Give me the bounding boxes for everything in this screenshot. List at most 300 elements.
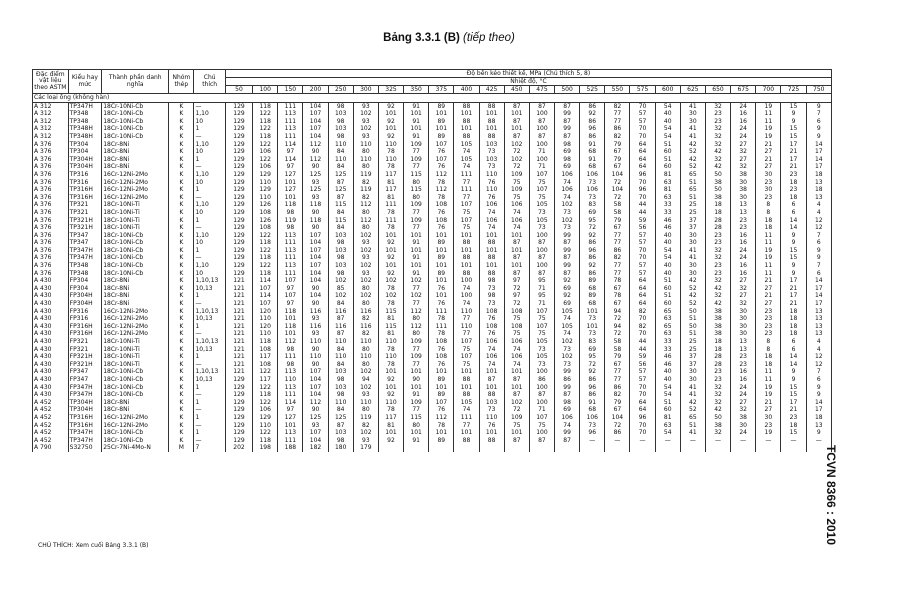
value-cell: 73 — [479, 300, 504, 308]
value-cell: 87 — [555, 239, 580, 247]
notes-cell: 10,13 — [194, 346, 225, 354]
value-cell: 91 — [404, 254, 429, 262]
value-cell: 105 — [555, 323, 580, 331]
value-cell: 98 — [555, 141, 580, 149]
value-cell: 109 — [504, 186, 529, 194]
value-cell: 88 — [479, 391, 504, 399]
value-cell: 92 — [580, 110, 605, 118]
value-cell: 80 — [353, 300, 378, 308]
value-cell: 23 — [731, 224, 756, 232]
value-cell: 88 — [454, 437, 479, 445]
value-cell: 40 — [655, 270, 680, 278]
value-cell: 111 — [378, 217, 403, 225]
grade-cell: TP304H — [68, 156, 102, 164]
value-cell: 111 — [278, 270, 303, 278]
value-cell: 4 — [806, 346, 831, 354]
value-cell: 122 — [253, 110, 278, 118]
group-cell: K — [169, 141, 194, 149]
notes-cell: 10 — [194, 209, 225, 217]
value-cell: 110 — [353, 399, 378, 407]
value-cell: 37 — [680, 217, 705, 225]
notes-cell: — — [194, 406, 225, 414]
grade-cell: TP321H — [68, 217, 102, 225]
value-cell: 65 — [655, 323, 680, 331]
value-cell: 51 — [655, 156, 680, 164]
value-cell: 74 — [454, 148, 479, 156]
header-notes: Chú thích — [194, 70, 225, 94]
value-cell: 77 — [605, 232, 630, 240]
temp-header: 100 — [253, 86, 278, 94]
value-cell: 69 — [555, 163, 580, 171]
value-cell: 110 — [378, 156, 403, 164]
value-cell: 108 — [479, 323, 504, 331]
value-cell: 4 — [806, 209, 831, 217]
value-cell: 121 — [225, 308, 252, 316]
value-cell: 101 — [429, 429, 454, 437]
spec-cell: A 452 — [33, 414, 69, 422]
value-cell: 54 — [655, 391, 680, 399]
value-cell: 91 — [580, 156, 605, 164]
value-cell: 87 — [504, 376, 529, 384]
value-cell: 41 — [680, 133, 705, 141]
value-cell: 51 — [655, 292, 680, 300]
value-cell: 90 — [303, 148, 328, 156]
value-cell: 23 — [705, 239, 730, 247]
value-cell: 106 — [555, 171, 580, 179]
table-row — [33, 247, 832, 255]
value-cell: 17 — [781, 141, 806, 149]
value-cell: 101 — [278, 422, 303, 430]
table-row — [33, 224, 832, 232]
value-cell: 88 — [479, 118, 504, 126]
value-cell: 38 — [705, 179, 730, 187]
value-cell: 87 — [504, 133, 529, 141]
composition-cell: 18Cr-10Ni-Cb — [102, 437, 169, 445]
value-cell: 106 — [479, 201, 504, 209]
value-cell — [529, 444, 554, 452]
spec-cell: A 430 — [33, 315, 69, 323]
value-cell: 73 — [479, 406, 504, 414]
value-cell: 71 — [529, 285, 554, 293]
value-cell: 101 — [429, 368, 454, 376]
spec-cell: A 430 — [33, 376, 69, 384]
value-cell: 106 — [580, 171, 605, 179]
value-cell: 11 — [756, 368, 781, 376]
value-cell: 113 — [278, 429, 303, 437]
value-cell: 32 — [705, 292, 730, 300]
standard-label: TCVN 8366 : 2010 — [824, 444, 838, 546]
grade-cell: FP304 — [68, 285, 102, 293]
value-cell: 60 — [655, 406, 680, 414]
value-cell: 24 — [731, 125, 756, 133]
value-cell: — — [605, 437, 630, 445]
value-cell: 67 — [605, 163, 630, 171]
spec-cell: A 312 — [33, 133, 69, 141]
spec-cell: A 430 — [33, 361, 69, 369]
grade-cell: TP348 — [68, 262, 102, 270]
value-cell: 13 — [806, 194, 831, 202]
composition-cell: 18Cr-10Ni-Ti — [102, 201, 169, 209]
table-row — [33, 254, 832, 262]
value-cell: 13 — [806, 330, 831, 338]
value-cell: 115 — [404, 186, 429, 194]
value-cell: 9 — [806, 254, 831, 262]
composition-cell: 18Cr-10Ni-Cb — [102, 368, 169, 376]
value-cell: 104 — [303, 277, 328, 285]
value-cell: 118 — [253, 338, 278, 346]
value-cell: 101 — [504, 262, 529, 270]
value-cell: 107 — [303, 368, 328, 376]
notes-cell: — — [194, 163, 225, 171]
value-cell: 54 — [655, 429, 680, 437]
value-cell: 110 — [479, 186, 504, 194]
value-cell: 102 — [353, 232, 378, 240]
table-row — [33, 391, 832, 399]
value-cell: 4 — [806, 201, 831, 209]
value-cell: 77 — [404, 406, 429, 414]
value-cell: 104 — [303, 133, 328, 141]
notes-cell: 1 — [194, 353, 225, 361]
value-cell — [781, 444, 806, 452]
value-cell: 111 — [429, 308, 454, 316]
temp-header: 725 — [781, 86, 806, 94]
value-cell: 122 — [253, 399, 278, 407]
value-cell: 118 — [253, 102, 278, 110]
value-cell: 122 — [253, 368, 278, 376]
value-cell: 73 — [580, 179, 605, 187]
notes-cell: — — [194, 361, 225, 369]
value-cell: 111 — [278, 353, 303, 361]
value-cell: 54 — [655, 247, 680, 255]
value-cell: 73 — [580, 315, 605, 323]
table-row — [33, 300, 832, 308]
value-cell: 103 — [328, 232, 353, 240]
spec-cell: A 376 — [33, 224, 69, 232]
group-cell: K — [169, 125, 194, 133]
value-cell: 64 — [630, 148, 655, 156]
value-cell: 87 — [529, 102, 554, 110]
value-cell: 107 — [303, 125, 328, 133]
value-cell: 100 — [529, 247, 554, 255]
value-cell: 125 — [303, 171, 328, 179]
value-cell: 14 — [806, 277, 831, 285]
value-cell: 78 — [378, 406, 403, 414]
notes-cell: — — [194, 133, 225, 141]
value-cell: 110 — [353, 156, 378, 164]
value-cell: 19 — [756, 133, 781, 141]
value-cell: 92 — [555, 277, 580, 285]
value-cell: 110 — [378, 353, 403, 361]
notes-cell: 10,13 — [194, 285, 225, 293]
value-cell: 84 — [328, 406, 353, 414]
value-cell: 44 — [630, 209, 655, 217]
group-cell: K — [169, 118, 194, 126]
value-cell: 44 — [630, 201, 655, 209]
grade-cell: TP316H — [68, 414, 102, 422]
value-cell: 98 — [328, 254, 353, 262]
value-cell: 14 — [781, 353, 806, 361]
value-cell: 114 — [253, 277, 278, 285]
value-cell: 32 — [731, 300, 756, 308]
composition-cell: 18Cr-10Ni-Cb — [102, 429, 169, 437]
grade-cell: TP347H — [68, 437, 102, 445]
value-cell: 15 — [781, 429, 806, 437]
value-cell: 111 — [429, 323, 454, 331]
value-cell: 21 — [756, 277, 781, 285]
value-cell: — — [731, 437, 756, 445]
value-cell: 73 — [555, 224, 580, 232]
value-cell: 72 — [580, 361, 605, 369]
table-row — [33, 179, 832, 187]
value-cell — [580, 444, 605, 452]
value-cell: 40 — [655, 232, 680, 240]
temp-header: 525 — [580, 86, 605, 94]
value-cell: 129 — [253, 414, 278, 422]
value-cell: 104 — [605, 171, 630, 179]
value-cell: 78 — [429, 422, 454, 430]
spec-cell: A 376 — [33, 171, 69, 179]
notes-cell: 1 — [194, 217, 225, 225]
value-cell: 110 — [253, 315, 278, 323]
value-cell: 69 — [555, 300, 580, 308]
value-cell: 102 — [328, 292, 353, 300]
value-cell: 79 — [605, 217, 630, 225]
value-cell: 122 — [253, 156, 278, 164]
value-cell: 32 — [705, 156, 730, 164]
value-cell — [555, 444, 580, 452]
temp-header: 575 — [630, 86, 655, 94]
value-cell: 119 — [353, 186, 378, 194]
value-cell: 110 — [454, 308, 479, 316]
value-cell: 74 — [504, 346, 529, 354]
table-row — [33, 232, 832, 240]
value-cell: 81 — [655, 171, 680, 179]
value-cell: 84 — [328, 163, 353, 171]
value-cell: 9 — [781, 376, 806, 384]
value-cell: 90 — [303, 346, 328, 354]
value-cell: 110 — [278, 376, 303, 384]
value-cell: 101 — [504, 110, 529, 118]
value-cell: 117 — [378, 171, 403, 179]
table-row — [33, 323, 832, 331]
value-cell: 99 — [555, 247, 580, 255]
value-cell: 182 — [303, 444, 328, 452]
value-cell: 107 — [454, 217, 479, 225]
table-row — [33, 239, 832, 247]
value-cell: 75 — [454, 361, 479, 369]
value-cell: 125 — [328, 414, 353, 422]
value-cell: 104 — [303, 376, 328, 384]
value-cell: 101 — [378, 368, 403, 376]
value-cell: 114 — [278, 156, 303, 164]
value-cell: 82 — [605, 391, 630, 399]
value-cell: 92 — [378, 270, 403, 278]
value-cell: 52 — [680, 285, 705, 293]
spec-cell: A 430 — [33, 330, 69, 338]
value-cell: 30 — [680, 239, 705, 247]
composition-cell: 18Cr-10Ni-Cb — [102, 102, 169, 110]
temp-header: 450 — [504, 86, 529, 94]
table-row — [33, 133, 832, 141]
value-cell: 129 — [253, 186, 278, 194]
value-cell: 27 — [731, 292, 756, 300]
value-cell: 51 — [655, 399, 680, 407]
value-cell: 100 — [529, 125, 554, 133]
notes-cell: — — [194, 422, 225, 430]
value-cell: 81 — [378, 422, 403, 430]
title-continued: (tiếp theo) — [463, 32, 515, 44]
value-cell: 121 — [225, 323, 252, 331]
value-cell: 113 — [278, 125, 303, 133]
value-cell: — — [655, 437, 680, 445]
value-cell: 73 — [479, 148, 504, 156]
value-cell: 15 — [781, 133, 806, 141]
spec-cell: A 430 — [33, 277, 69, 285]
value-cell: 28 — [705, 224, 730, 232]
value-cell: 16 — [731, 110, 756, 118]
value-cell: 112 — [278, 338, 303, 346]
value-cell: 118 — [253, 118, 278, 126]
value-cell: 38 — [731, 171, 756, 179]
composition-cell: 18Cr-10Ni-Ti — [102, 346, 169, 354]
value-cell: 52 — [680, 148, 705, 156]
value-cell: 77 — [404, 361, 429, 369]
value-cell: 107 — [253, 285, 278, 293]
value-cell: 18 — [781, 179, 806, 187]
value-cell: 103 — [479, 141, 504, 149]
value-cell: 115 — [404, 171, 429, 179]
grade-cell: TP321 — [68, 201, 102, 209]
value-cell: 87 — [328, 315, 353, 323]
value-cell: 38 — [705, 308, 730, 316]
value-cell: 71 — [529, 163, 554, 171]
value-cell: 32 — [731, 163, 756, 171]
value-cell: 114 — [253, 292, 278, 300]
value-cell: 23 — [731, 353, 756, 361]
value-cell: 74 — [504, 361, 529, 369]
value-cell: 88 — [479, 102, 504, 110]
value-cell: 101 — [429, 247, 454, 255]
value-cell: 15 — [781, 391, 806, 399]
value-cell: 19 — [756, 429, 781, 437]
value-cell: 88 — [479, 437, 504, 445]
value-cell: 69 — [580, 346, 605, 354]
value-cell: 101 — [278, 330, 303, 338]
value-cell: 120 — [253, 323, 278, 331]
value-cell: 38 — [705, 194, 730, 202]
value-cell: 97 — [278, 285, 303, 293]
value-cell: 127 — [278, 186, 303, 194]
value-cell: 104 — [303, 102, 328, 110]
value-cell: 30 — [680, 110, 705, 118]
value-cell: 73 — [580, 194, 605, 202]
value-cell: 102 — [555, 201, 580, 209]
value-cell: 101 — [454, 384, 479, 392]
composition-cell: 18Cr-10Ni-Cb — [102, 133, 169, 141]
value-cell: 18 — [806, 414, 831, 422]
value-cell: 122 — [253, 262, 278, 270]
value-cell: 15 — [781, 125, 806, 133]
value-cell: 58 — [605, 338, 630, 346]
value-cell: 101 — [378, 384, 403, 392]
value-cell: 109 — [404, 399, 429, 407]
table-row — [33, 217, 832, 225]
value-cell: 107 — [303, 232, 328, 240]
spec-cell: A 376 — [33, 201, 69, 209]
value-cell: 8 — [756, 338, 781, 346]
composition-cell: 18Cr-8Ni — [102, 141, 169, 149]
value-cell: 77 — [404, 163, 429, 171]
value-cell: 99 — [555, 368, 580, 376]
composition-cell: 18Cr-10Ni-Cb — [102, 270, 169, 278]
table-row — [33, 118, 832, 126]
notes-cell: 1 — [194, 323, 225, 331]
value-cell: 89 — [429, 391, 454, 399]
value-cell: 27 — [756, 285, 781, 293]
composition-cell: 18Cr-10Ni-Cb — [102, 125, 169, 133]
value-cell: 118 — [303, 217, 328, 225]
value-cell: 70 — [630, 247, 655, 255]
value-cell: 18 — [781, 323, 806, 331]
value-cell: 52 — [680, 406, 705, 414]
value-cell: 129 — [225, 376, 252, 384]
section-label: Các loại ống (không hàn) — [33, 94, 832, 103]
value-cell: 78 — [378, 300, 403, 308]
value-cell: 74 — [479, 361, 504, 369]
value-cell: 87 — [504, 118, 529, 126]
table-row — [33, 406, 832, 414]
value-cell: 32 — [705, 399, 730, 407]
value-cell: 52 — [680, 300, 705, 308]
temp-header: 750 — [806, 86, 831, 94]
grade-cell: TP348 — [68, 270, 102, 278]
value-cell: 80 — [353, 361, 378, 369]
value-cell: 68 — [580, 285, 605, 293]
notes-cell: 7 — [194, 444, 225, 452]
value-cell: 9 — [781, 239, 806, 247]
value-cell: 107 — [529, 186, 554, 194]
value-cell: 95 — [529, 292, 554, 300]
spec-cell: A 376 — [33, 209, 69, 217]
value-cell: 38 — [731, 186, 756, 194]
group-cell: K — [169, 110, 194, 118]
value-cell: 100 — [454, 277, 479, 285]
value-cell: 74 — [454, 406, 479, 414]
value-cell: 118 — [278, 201, 303, 209]
value-cell: 101 — [378, 110, 403, 118]
value-cell: 57 — [630, 270, 655, 278]
value-cell: 114 — [278, 141, 303, 149]
group-cell: K — [169, 232, 194, 240]
notes-cell: 1 — [194, 414, 225, 422]
group-cell: K — [169, 254, 194, 262]
value-cell: 23 — [756, 179, 781, 187]
value-cell: 40 — [655, 368, 680, 376]
value-cell: 77 — [454, 330, 479, 338]
value-cell: 110 — [328, 338, 353, 346]
value-cell: 129 — [225, 437, 252, 445]
value-cell: 58 — [605, 346, 630, 354]
value-cell: 107 — [253, 300, 278, 308]
value-cell: 30 — [680, 232, 705, 240]
value-cell: 108 — [253, 224, 278, 232]
value-cell: 118 — [253, 254, 278, 262]
value-cell: 101 — [278, 194, 303, 202]
value-cell: 101 — [404, 125, 429, 133]
value-cell: 101 — [504, 232, 529, 240]
value-cell: 105 — [529, 338, 554, 346]
value-cell: 72 — [504, 285, 529, 293]
